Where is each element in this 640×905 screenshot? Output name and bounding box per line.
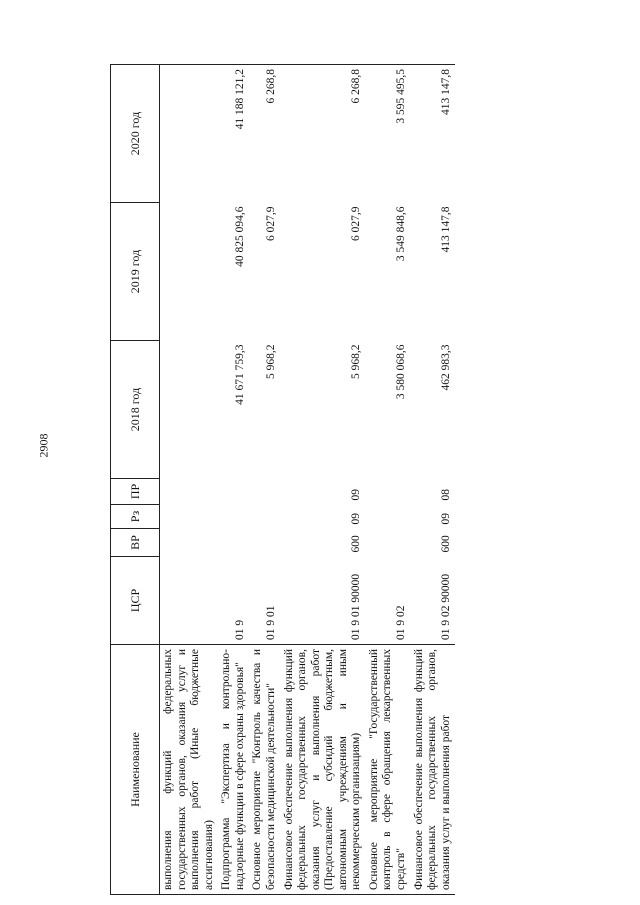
row-2019: 40 825 094,6 [233,206,246,267]
row-rz [249,505,280,529]
rotated-page-content [110,65,610,895]
row-2018: 462 983,3 [439,344,452,391]
table-row [411,65,456,895]
header-2020: 2020 год [111,65,160,203]
row-2019: 6 027,9 [264,206,277,241]
row-rz: 09 [350,513,363,525]
row-rz: 09 [439,513,452,525]
header-name: Наименование [111,645,160,895]
header-vr: ВР [111,529,160,557]
row-pr: 08 [439,489,452,501]
row-2019: 413 147,8 [439,206,452,253]
row-2020: 6 268,8 [281,65,366,203]
header-2018: 2018 год [111,341,160,479]
header-2019: 2019 год [111,203,160,341]
table-row [249,65,280,895]
table-row [160,65,219,895]
row-pr [366,479,411,505]
row-name: Финансовое обеспечение выполнения функций федеральных государственных органов, оказания услуг и выполнения работ (Предоставление субсидий бюджетным, автономным учреждениям и иным некоммерческим организациям) [281,645,366,895]
row-csr: 01 9 02 [395,605,407,640]
row-vr [160,529,219,557]
row-2018: 3 580 068,6 [395,344,407,400]
row-2020: 413 147,8 [411,65,456,203]
row-rz [218,505,249,529]
row-2018: 5 968,2 [350,344,363,379]
row-rz [160,505,219,529]
row-name: выполнения функций федеральных государственных органов, оказания услуг и выполнения работ (Иные бюджетные ассигнования) [160,645,219,895]
row-2018 [160,341,219,479]
row-csr: 01 9 02 90000 [439,573,452,640]
row-2020: 41 188 121,2 [218,65,249,203]
row-csr: 01 9 [233,619,246,640]
row-csr: 01 9 01 [264,605,277,640]
row-2018: 41 671 759,3 [233,344,246,405]
row-name: Финансовое обеспечение выполнения функций федеральных государственных органов, оказания услуг и выполнения работ [411,645,456,895]
table-row [366,65,411,895]
row-name: Основное мероприятие "Контроль качества и безопасности медицинской деятельности" [249,645,280,895]
row-vr [366,529,411,557]
header-csr: ЦСР [111,557,160,645]
table-row [218,65,249,895]
row-2019: 6 027,9 [350,206,363,241]
header-pr: ПР [111,479,160,505]
row-2020 [160,65,219,203]
row-pr: 09 [350,489,363,501]
page-number: 2908 [36,433,51,458]
row-2020: 3 595 495,5 [366,65,411,203]
row-csr [160,557,219,645]
row-pr [160,479,219,505]
row-vr: 600 [439,535,452,553]
row-pr [249,479,280,505]
table-header-row [111,65,160,895]
row-vr [218,529,249,557]
budget-table [110,64,455,895]
row-name: Подпрограмма "Экспертиза и контрольно-надзорные функции в сфере охраны здоровья" [218,645,249,895]
row-2018: 5 968,2 [264,344,277,379]
table-row [281,65,366,895]
row-vr [249,529,280,557]
row-rz [366,505,411,529]
row-name: Основное мероприятие "Государственный контроль в сфере обращения лекарственных средств" [366,645,411,895]
row-2019: 3 549 848,6 [395,206,407,262]
row-pr [218,479,249,505]
row-vr: 600 [350,535,363,553]
row-2020: 6 268,8 [249,65,280,203]
header-rz: Рз [111,505,160,529]
row-2019 [160,203,219,341]
row-csr: 01 9 01 90000 [350,573,363,640]
